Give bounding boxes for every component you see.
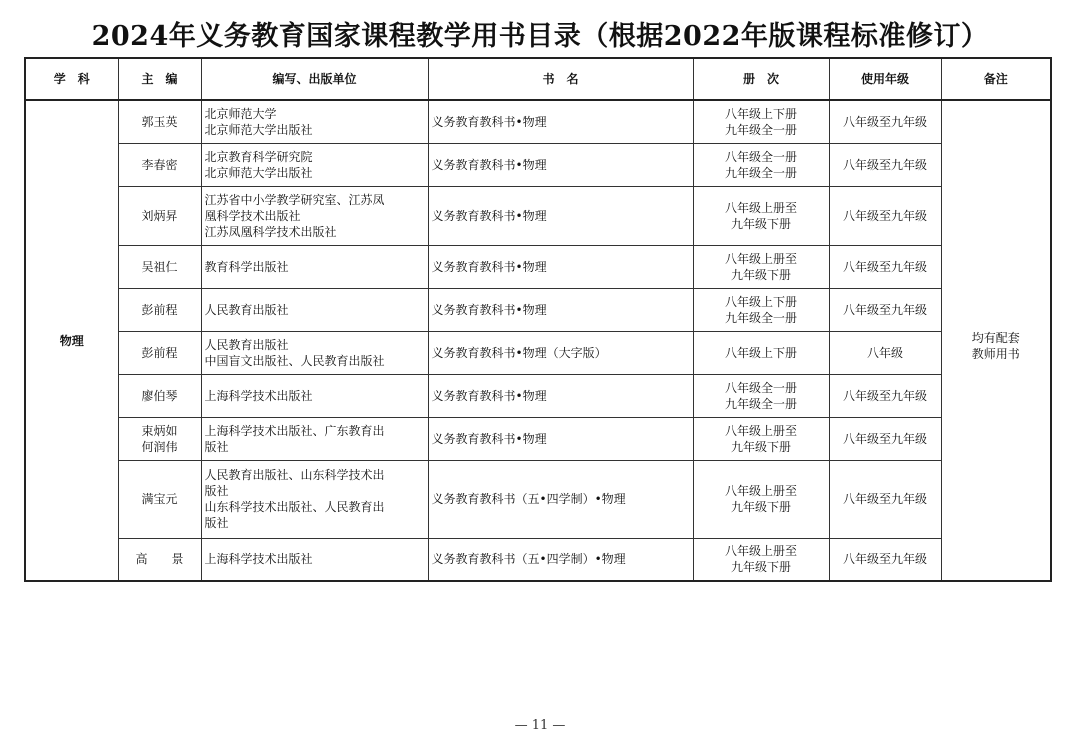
book-title-cell	[428, 460, 693, 538]
grade-cell	[829, 331, 941, 374]
book-title-cell	[428, 245, 693, 288]
editor-cell	[118, 245, 201, 288]
editor-cell	[118, 143, 201, 186]
grade-cell-line: 八年级至九年级	[842, 157, 927, 172]
table-row	[25, 245, 1051, 288]
table-row	[25, 100, 1051, 143]
volume-cell-line: 八年级上册至	[724, 251, 797, 266]
publisher-cell-line: 人民教育出版社	[204, 337, 289, 352]
volume-cell-line: 九年级全一册	[724, 165, 797, 180]
volume-cell	[693, 143, 829, 186]
table-row	[25, 374, 1051, 417]
volume-cell	[693, 538, 829, 581]
editor-cell-line: 刘炳昇	[141, 208, 178, 223]
publisher-cell-line: 北京师范大学出版社	[204, 165, 313, 180]
textbook-catalog-table	[24, 57, 1052, 582]
volume-cell-line: 八年级全一册	[724, 380, 797, 395]
volume-cell-line: 八年级上册至	[724, 200, 797, 215]
publisher-cell-line: 上海科学技术出版社	[204, 388, 313, 403]
publisher-cell-line: 版社	[204, 439, 229, 454]
grade-cell	[829, 374, 941, 417]
grade-cell	[829, 100, 941, 143]
table-row	[25, 143, 1051, 186]
editor-cell-line: 束炳如	[141, 423, 178, 438]
grade-cell-line: 八年级至九年级	[842, 259, 927, 274]
grade-cell-line: 八年级至九年级	[842, 552, 927, 567]
header-editor: 主 编	[118, 58, 201, 100]
volume-cell-line: 九年级下册	[730, 500, 791, 514]
header-book-title: 书 名	[428, 58, 693, 100]
volume-cell-line: 九年级下册	[730, 267, 791, 282]
book-title-cell	[428, 288, 693, 331]
volume-cell-line: 八年级上下册	[724, 106, 797, 121]
table-row	[25, 417, 1051, 460]
volume-cell-line: 九年级全一册	[724, 396, 797, 411]
volume-cell	[693, 460, 829, 538]
editor-cell-line: 高 景	[135, 552, 184, 567]
publisher-cell-line: 人民教育出版社、山东科学技术出	[204, 468, 385, 482]
table-row	[25, 538, 1051, 581]
publisher-cell-line: 版社	[204, 484, 229, 498]
book-title-cell-line: 义务教育教科书•物理	[431, 431, 547, 446]
publisher-cell-line: 人民教育出版社	[204, 302, 289, 317]
grade-cell-line: 八年级	[866, 345, 903, 360]
publisher-cell-line: 凰科学技术出版社	[204, 208, 301, 223]
grade-cell	[829, 245, 941, 288]
publisher-cell-line: 江苏省中小学教学研究室、江苏凤	[204, 192, 385, 207]
book-title-cell-line: 义务教育教科书•物理（大字版）	[431, 345, 607, 360]
book-title-cell	[428, 331, 693, 374]
editor-cell	[118, 288, 201, 331]
publisher-cell-line: 北京教育科学研究院	[204, 149, 313, 164]
editor-cell-line: 彭前程	[141, 345, 178, 360]
volume-cell-line: 八年级上下册	[724, 294, 797, 309]
book-title-cell	[428, 100, 693, 143]
editor-cell-line: 何润伟	[141, 439, 178, 454]
book-title-cell-line: 义务教育教科书•物理	[431, 388, 547, 403]
volume-cell-line: 八年级全一册	[724, 149, 797, 164]
subject-cell: 物理	[25, 100, 118, 581]
editor-cell	[118, 331, 201, 374]
grade-cell-line: 八年级至九年级	[842, 492, 927, 506]
publisher-cell-line: 北京师范大学	[204, 106, 277, 121]
editor-cell-line: 郭玉英	[141, 114, 178, 129]
publisher-cell-line: 教育科学出版社	[204, 259, 289, 274]
remarks-cell	[941, 100, 1051, 581]
header-publisher: 编写、出版单位	[201, 58, 428, 100]
volume-cell	[693, 186, 829, 245]
table-row	[25, 331, 1051, 374]
grade-cell-line: 八年级至九年级	[842, 388, 927, 403]
publisher-cell	[201, 460, 428, 538]
publisher-cell-line: 上海科学技术出版社、广东教育出	[204, 423, 385, 438]
editor-cell-line: 李春密	[141, 157, 178, 172]
publisher-cell	[201, 143, 428, 186]
header-subject: 学 科	[25, 58, 118, 100]
table-row	[25, 288, 1051, 331]
editor-cell-line: 廖伯琴	[141, 388, 178, 403]
grade-cell-line: 八年级至九年级	[842, 208, 927, 223]
book-title-cell	[428, 186, 693, 245]
editor-cell	[118, 460, 201, 538]
grade-cell	[829, 460, 941, 538]
editor-cell-line: 彭前程	[141, 302, 178, 317]
volume-cell	[693, 288, 829, 331]
book-title-cell	[428, 143, 693, 186]
publisher-cell-line: 版社	[204, 516, 229, 530]
publisher-cell-line: 上海科学技术出版社	[204, 552, 313, 567]
editor-cell	[118, 538, 201, 581]
editor-cell-line: 吴祖仁	[141, 259, 178, 274]
publisher-cell	[201, 186, 428, 245]
publisher-cell	[201, 374, 428, 417]
remarks-line: 教师用书	[971, 346, 1020, 361]
editor-cell	[118, 100, 201, 143]
volume-cell-line: 九年级全一册	[724, 310, 797, 325]
publisher-cell-line: 中国盲文出版社、人民教育出版社	[204, 353, 385, 368]
editor-cell	[118, 374, 201, 417]
volume-cell-line: 九年级下册	[730, 216, 791, 231]
grade-cell	[829, 538, 941, 581]
book-title-cell-line: 义务教育教科书•物理	[431, 302, 547, 317]
grade-cell	[829, 143, 941, 186]
book-title-cell	[428, 538, 693, 581]
publisher-cell	[201, 288, 428, 331]
table-row	[25, 460, 1051, 538]
volume-cell	[693, 245, 829, 288]
table-header-row	[25, 58, 1051, 100]
editor-cell	[118, 186, 201, 245]
header-grade: 使用年级	[829, 58, 941, 100]
volume-cell	[693, 374, 829, 417]
table-row	[25, 186, 1051, 245]
grade-cell-line: 八年级至九年级	[842, 431, 927, 446]
remarks-line: 均有配套	[971, 330, 1020, 345]
page-number: — 11 —	[514, 718, 566, 733]
publisher-cell-line: 北京师范大学出版社	[204, 122, 313, 137]
grade-cell	[829, 288, 941, 331]
book-title-cell	[428, 374, 693, 417]
editor-cell-line: 满宝元	[141, 492, 178, 506]
volume-cell-line: 八年级上册至	[724, 484, 797, 498]
header-remarks: 备注	[941, 58, 1051, 100]
grade-cell	[829, 417, 941, 460]
publisher-cell-line: 江苏凤凰科学技术出版社	[204, 224, 337, 239]
publisher-cell	[201, 245, 428, 288]
publisher-cell	[201, 417, 428, 460]
volume-cell	[693, 331, 829, 374]
publisher-cell	[201, 331, 428, 374]
book-title-cell	[428, 417, 693, 460]
volume-cell-line: 八年级上册至	[724, 544, 797, 559]
grade-cell-line: 八年级至九年级	[842, 114, 927, 129]
volume-cell-line: 八年级上下册	[724, 345, 797, 360]
book-title-cell-line: 义务教育教科书•物理	[431, 157, 547, 172]
volume-cell	[693, 100, 829, 143]
book-title-cell-line: 义务教育教科书•物理	[431, 259, 547, 274]
book-title-cell-line: 义务教育教科书•物理	[431, 208, 547, 223]
volume-cell-line: 九年级下册	[730, 439, 791, 454]
publisher-cell	[201, 100, 428, 143]
header-volume: 册 次	[693, 58, 829, 100]
grade-cell-line: 八年级至九年级	[842, 302, 927, 317]
editor-cell	[118, 417, 201, 460]
book-title-cell-line: 义务教育教科书（五•四学制）•物理	[431, 552, 626, 567]
book-title-cell-line: 义务教育教科书（五•四学制）•物理	[431, 492, 626, 506]
publisher-cell-line: 山东科学技术出版社、人民教育出	[204, 500, 385, 514]
volume-cell-line: 九年级全一册	[724, 122, 797, 137]
publisher-cell	[201, 538, 428, 581]
volume-cell-line: 八年级上册至	[724, 423, 797, 438]
volume-cell-line: 九年级下册	[730, 560, 791, 575]
grade-cell	[829, 186, 941, 245]
page-title: 2024年义务教育国家课程教学用书目录（根据2022年版课程标准修订）	[91, 21, 989, 52]
volume-cell	[693, 417, 829, 460]
book-title-cell-line: 义务教育教科书•物理	[431, 114, 547, 129]
